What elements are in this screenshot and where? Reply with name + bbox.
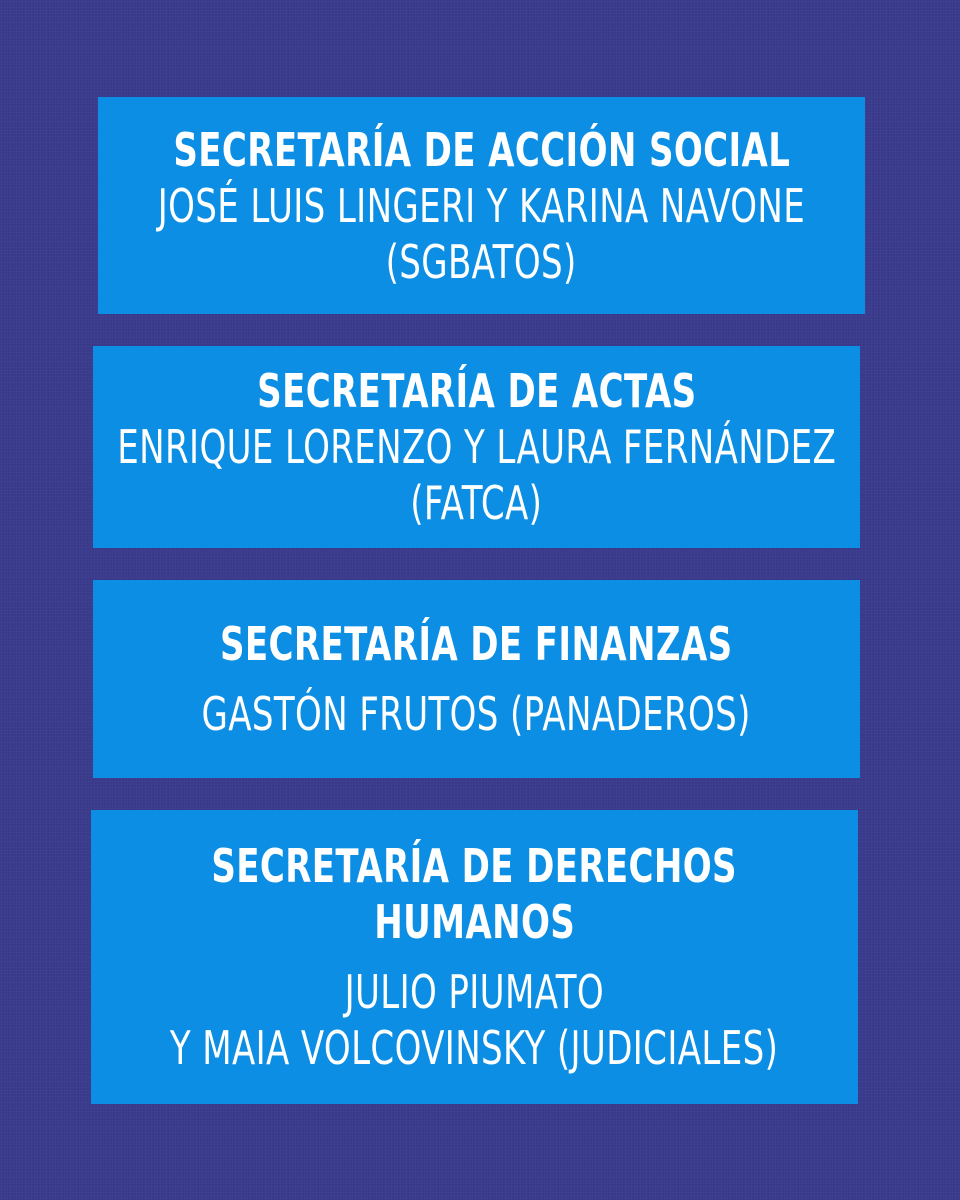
card-title: SECRETARÍA DE FINANZAS (220, 617, 733, 671)
card-names: JULIO PIUMATO (344, 965, 605, 1019)
card-finanzas (93, 580, 860, 778)
card-names: JOSÉ LUIS LINGERI Y KARINA NAVONE (157, 178, 806, 233)
card-accion-social (98, 97, 865, 314)
card-title: SECRETARÍA DE ACTAS (256, 364, 697, 418)
card-actas (93, 346, 860, 548)
card-title-line2: HUMANOS (374, 895, 575, 949)
card-title: SECRETARÍA DE DERECHOS (211, 839, 738, 893)
card-names-line2: Y MAIA VOLCOVINSKY (JUDICIALES) (170, 1021, 779, 1075)
card-union: (FATCA) (410, 476, 543, 530)
card-names: ENRIQUE LORENZO Y LAURA FERNÁNDEZ (117, 420, 836, 474)
card-names: GASTÓN FRUTOS (PANADEROS) (201, 687, 752, 741)
card-union: (SGBATOS) (385, 234, 578, 289)
card-title: SECRETARÍA DE ACCIÓN SOCIAL (173, 122, 790, 177)
card-derechos-humanos (91, 810, 858, 1104)
